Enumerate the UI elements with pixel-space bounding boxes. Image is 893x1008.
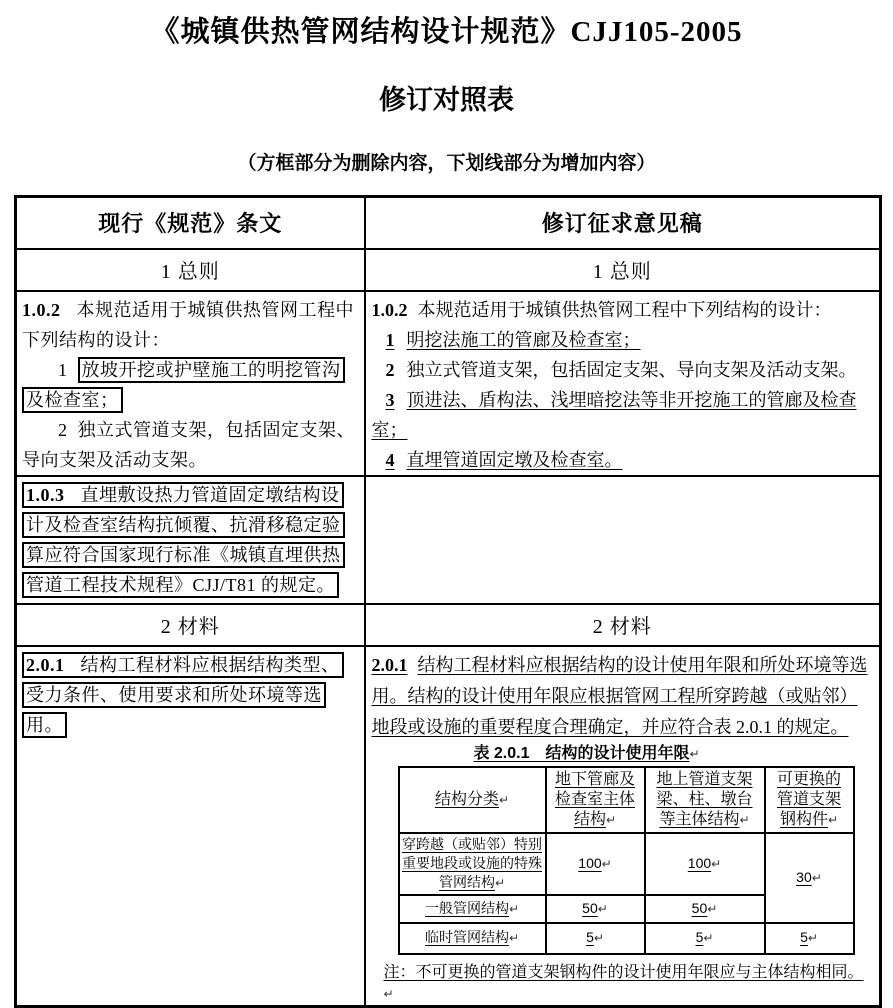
- nested-row-temporary: [399, 923, 854, 954]
- clause-paragraph: [372, 650, 872, 743]
- list-item-4: [372, 445, 872, 475]
- clause-2-0-1-revised: [365, 646, 881, 1007]
- nested-header-row: [399, 767, 854, 833]
- legend-note: （方框部分为删除内容，下划线部分为增加内容）: [237, 153, 656, 174]
- paragraph-mark: ↵: [689, 746, 700, 761]
- clause-1-0-2-current: [16, 291, 365, 476]
- nested-row-special: [399, 833, 854, 895]
- paragraph-mark: ↵: [811, 870, 822, 885]
- value-cell: 100↵: [546, 833, 645, 895]
- clause-1-0-3-current: [16, 476, 365, 604]
- value-cell-merged: 30↵: [765, 833, 854, 923]
- paragraph-mark: ↵: [707, 901, 718, 916]
- design-life-table: [398, 766, 855, 955]
- section-material-revised: 2 材料: [365, 604, 881, 646]
- item-number: 4: [385, 449, 395, 470]
- clause-1-0-3-row: [16, 476, 881, 604]
- item-number: 2: [385, 359, 395, 380]
- deleted-text-box: [22, 482, 345, 598]
- section-material-current: 2 材料: [16, 604, 365, 646]
- paragraph-mark: ↵: [498, 792, 510, 807]
- added-text-underlined: 明挖法施工的管廊及检查室；: [406, 329, 641, 350]
- item-text: 独立式管道支架，包括固定支架、导向支架及活动支架。: [22, 419, 355, 470]
- section-row-general: [16, 249, 881, 291]
- clause-number: 1.0.3: [26, 484, 65, 505]
- col-header-revision-draft: 修订征求意见稿: [365, 197, 881, 249]
- comparison-table: [14, 195, 882, 1008]
- item-number: 2: [58, 419, 68, 440]
- paragraph-mark: ↵: [739, 812, 750, 827]
- item-number: 3: [385, 389, 395, 410]
- item-number: 1: [58, 359, 68, 380]
- nested-header-classification: 结构分类↵: [399, 767, 546, 833]
- section-general-current: 1 总则: [16, 249, 365, 291]
- section-row-material: [16, 604, 881, 646]
- deleted-text: 结构工程材料应根据结构类型、受力条件、使用要求和所处环境等选用。: [26, 654, 340, 735]
- paragraph-mark: ↵: [494, 875, 506, 890]
- nested-table-title: 表 2.0.1 结构的设计使用年限↵: [473, 744, 700, 762]
- clause-number: 2.0.1: [26, 654, 65, 675]
- list-item-2: [22, 415, 356, 475]
- value-cell: 100↵: [645, 833, 765, 895]
- item-number: 1: [385, 329, 395, 350]
- clause-number: 2.0.1: [371, 654, 408, 675]
- item-text: 独立式管道支架，包括固定支架、导向支架及活动支架。: [406, 359, 857, 380]
- nested-header-aboveground: 地上管道支架梁、柱、墩台等主体结构↵: [645, 767, 765, 833]
- deleted-text-box: 放坡开挖或护壁施工的明挖管沟及检查室；: [22, 357, 345, 413]
- row-label: 一般管网结构↵: [399, 895, 546, 923]
- paragraph-mark: ↵: [508, 901, 520, 916]
- clause-2-0-1-current: [16, 646, 365, 1007]
- col-header-current-code: 现行《规范》条文: [16, 197, 365, 249]
- value-cell: 5↵: [546, 923, 645, 954]
- value-cell: 50↵: [546, 895, 645, 923]
- clause-1-0-2-revised: [365, 291, 881, 476]
- section-general-revised: 1 总则: [365, 249, 881, 291]
- list-item-2: [372, 355, 872, 385]
- paragraph-mark: ↵: [827, 812, 839, 827]
- document-page: [0, 12, 893, 1001]
- nested-header-replaceable: 可更换的管道支架钢构件↵: [765, 767, 854, 833]
- header-row: [16, 197, 881, 249]
- value-cell: 5↵: [645, 923, 765, 954]
- deleted-text: 直埋敷设热力管道固定墩结构设计及检查室结构抗倾覆、抗滑移稳定验算应符合国家现行标准《城镇直埋供热管道工程技术规程》CJJ/T81 的规定。: [26, 484, 341, 595]
- clause-number: 1.0.2: [371, 299, 408, 320]
- paragraph-mark: ↵: [383, 986, 394, 1001]
- paragraph-mark: ↵: [605, 812, 617, 827]
- added-text-underlined: 结构工程材料应根据结构的设计使用年限和所处环境等选用。结构的设计使用年限应根据管网工程所穿跨越（或贴邻）地段或设施的重要程度合理确定，并应符合表 2.0.1 的规定。: [371, 654, 868, 737]
- paragraph-mark: ↵: [593, 931, 604, 945]
- clause-1-0-3-revised-empty: [365, 476, 881, 604]
- clause-paragraph: [372, 295, 872, 325]
- paragraph-mark: ↵: [807, 931, 818, 945]
- clause-paragraph: [22, 480, 356, 600]
- paragraph-mark: ↵: [508, 931, 520, 945]
- clause-1-0-2-row: [16, 291, 881, 476]
- deleted-text-box: [22, 652, 344, 738]
- added-text-underlined: 顶进法、盾构法、浅埋暗挖法等非开挖施工的管廊及检查室；: [371, 389, 857, 440]
- list-item-3: [372, 385, 872, 445]
- value-cell: 50↵: [645, 895, 765, 923]
- nested-header-underground: 地下管廊及检查室主体结构↵: [546, 767, 645, 833]
- clause-paragraph: [22, 295, 356, 355]
- list-item-1: [22, 355, 356, 415]
- value-cell: 5↵: [765, 923, 854, 954]
- clause-number: 1.0.2: [22, 299, 61, 320]
- paragraph-mark: ↵: [703, 931, 714, 945]
- doc-subtitle: 修订对照表: [379, 85, 514, 115]
- paragraph-mark: ↵: [597, 901, 608, 916]
- nested-table-note: 注：不可更换的管道支架钢构件的设计使用年限应与主体结构相同。↵: [383, 963, 864, 1001]
- list-item-1: [372, 325, 872, 355]
- row-label: 临时管网结构↵: [399, 923, 546, 954]
- doc-title: 《城镇供热管网结构设计规范》CJJ105-2005: [150, 16, 743, 48]
- clause-intro-text: 本规范适用于城镇供热管网工程中下列结构的设计：: [22, 299, 354, 350]
- paragraph-mark: ↵: [711, 856, 722, 871]
- paragraph-mark: ↵: [601, 856, 612, 871]
- clause-paragraph: [22, 650, 356, 740]
- clause-2-0-1-row: [16, 646, 881, 1007]
- clause-intro-text: 本规范适用于城镇供热管网工程中下列结构的设计：: [417, 299, 832, 320]
- added-text-underlined: 直埋管道固定墩及检查室。: [406, 449, 623, 470]
- row-label: 穿跨越（或贴邻）特别重要地段或设施的特殊管网结构↵: [399, 833, 546, 895]
